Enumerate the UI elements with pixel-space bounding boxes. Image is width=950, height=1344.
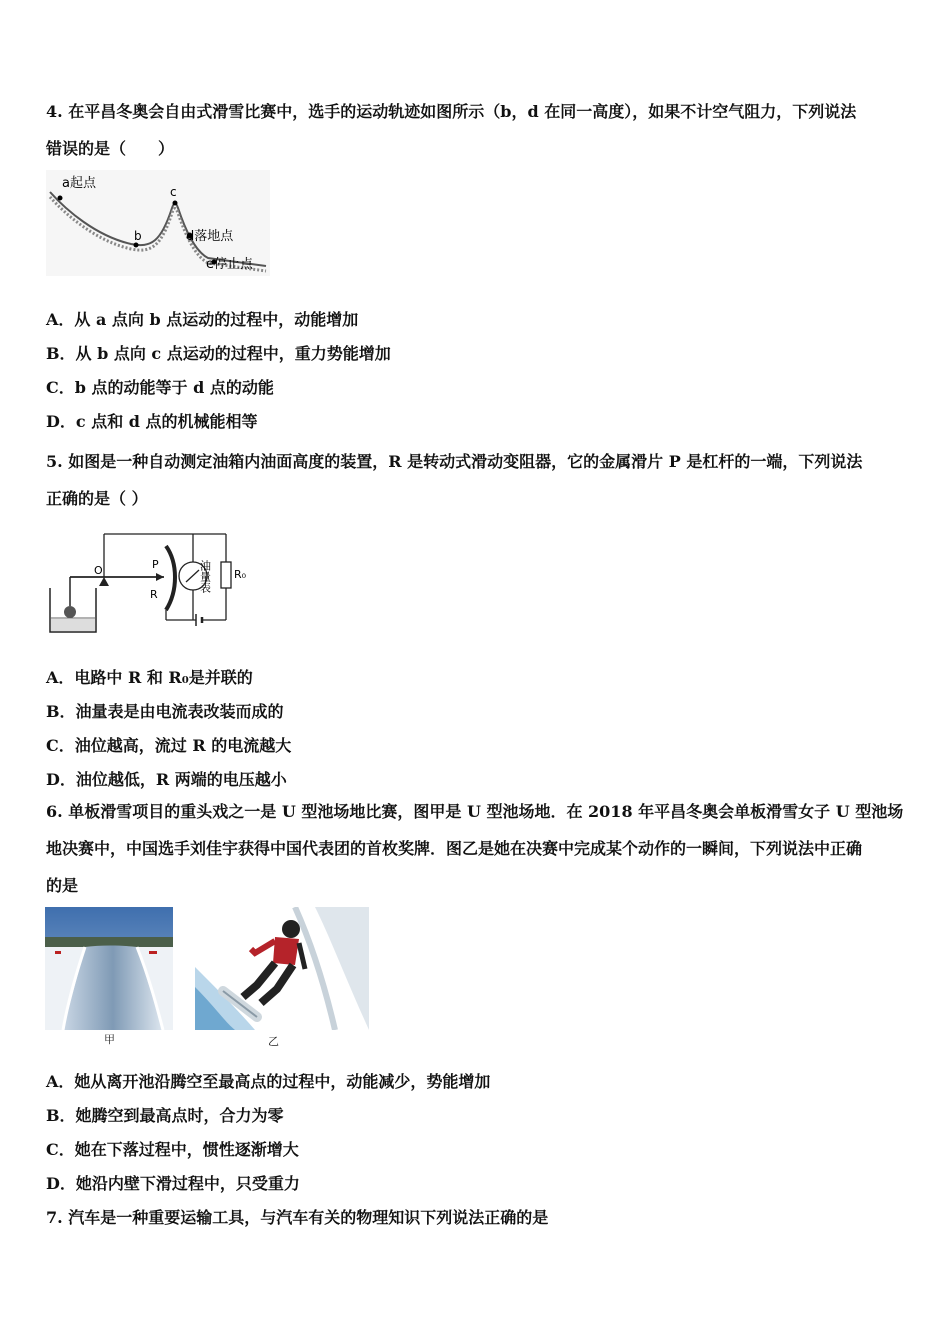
q5-stem-text-2: 正确的是（ ） <box>46 489 148 508</box>
q7-stem-text-1: 汽车是一种重要运输工具，与汽车有关的物理知识下列说法正确的是 <box>68 1208 549 1227</box>
q6-snowboarder-photo <box>195 907 369 1030</box>
q6-option-b-text: 她腾空到最高点时，合力为零 <box>75 1106 284 1125</box>
q5-option-d-letter: D． <box>46 770 76 789</box>
q6-stem-text-3: 的是 <box>46 876 79 895</box>
q5-stem-line-2 <box>46 480 148 517</box>
label-r0: R₀ <box>234 568 247 581</box>
q5-option-c <box>46 733 291 756</box>
q6-stem-line-2 <box>46 830 862 867</box>
q4-ski-trajectory-figure <box>46 170 270 276</box>
label-c: c <box>170 185 177 199</box>
q5-option-b-text: 油量表是由电流表改装而成的 <box>75 702 284 721</box>
resistor-r0 <box>221 562 231 588</box>
q5-stem-text-1: 如图是一种自动测定油箱内油面高度的装置，R 是转动式滑动变阻器，它的金属滑片 P 是杠杆的一端，下列说法 <box>68 452 863 471</box>
q5-option-b-letter: B． <box>46 702 76 721</box>
q6-stem-line-3 <box>46 867 78 904</box>
q6-number: 6. <box>46 802 63 821</box>
q5-option-b <box>46 699 284 722</box>
q4-stem-text-1: 在平昌冬奥会自由式滑雪比赛中，选手的运动轨迹如图所示（b，d 在同一高度），如果不计空气阻力，下列说法 <box>68 102 857 121</box>
caption-yi: 乙 <box>268 1035 279 1048</box>
pivot-o <box>99 577 109 586</box>
point-c-marker <box>173 201 178 206</box>
q5-number: 5. <box>46 452 63 471</box>
q4-option-c-text: b 点的动能等于 d 点的动能 <box>74 378 274 397</box>
q6-option-d <box>46 1171 300 1194</box>
q6-stem-line-1 <box>46 793 903 830</box>
q4-option-d-letter: D． <box>46 412 76 431</box>
q4-stem-line-2 <box>46 130 174 167</box>
q4-option-b-letter: B． <box>46 344 76 363</box>
rider-helmet <box>282 920 300 938</box>
q4-stem-text-2: 错误的是（ ） <box>46 139 175 158</box>
q4-option-d-text: c 点和 d 点的机械能相等 <box>75 412 258 431</box>
label-p: P <box>152 558 159 571</box>
point-a-marker <box>58 196 63 201</box>
q4-option-c-letter: C． <box>46 378 75 397</box>
label-d: d落地点 <box>186 229 234 244</box>
q5-option-a <box>46 665 253 688</box>
q6-option-b-letter: B． <box>46 1106 76 1125</box>
label-a: a起点 <box>62 176 96 191</box>
label-b: b <box>134 229 142 243</box>
q4-option-a <box>46 307 358 330</box>
q4-option-c <box>46 375 274 398</box>
point-b-marker <box>134 243 139 248</box>
q7-stem-line-1 <box>46 1205 548 1228</box>
q4-stem-line-1 <box>46 93 856 130</box>
label-meter: 油量表 <box>198 560 212 593</box>
float-ball <box>64 606 76 618</box>
q6-option-a-letter: A． <box>46 1072 75 1091</box>
q5-stem-line-1 <box>46 443 862 480</box>
q5-option-a-text: 电路中 R 和 R₀是并联的 <box>74 668 253 687</box>
q6-stem-text-2: 地决赛中，中国选手刘佳宇获得中国代表团的首枚奖牌．图乙是她在决赛中完成某个动作的一瞬间，下列说法中正确 <box>46 839 863 858</box>
q4-option-a-text: 从 a 点向 b 点运动的过程中，动能增加 <box>74 310 359 329</box>
q4-option-b <box>46 341 391 364</box>
q5-option-c-text: 油位越高，流过 R 的电流越大 <box>74 736 292 755</box>
q6-halfpipe-photo <box>45 907 173 1030</box>
q6-option-d-text: 她沿内壁下滑过程中，只受重力 <box>75 1174 300 1193</box>
q4-option-d <box>46 409 258 432</box>
q6-option-d-letter: D． <box>46 1174 76 1193</box>
q5-option-c-letter: C． <box>46 736 75 755</box>
q6-option-a-text: 她从离开池沿腾空至最高点的过程中，动能减少，势能增加 <box>74 1072 491 1091</box>
q5-option-a-letter: A． <box>46 668 75 687</box>
variable-resistor <box>166 546 175 610</box>
q6-option-c-letter: C． <box>46 1140 75 1159</box>
q6-stem-text-1: 单板滑雪项目的重头戏之一是 U 型池场地比赛，图甲是 U 型池场地．在 2018 年平昌冬奥会单板滑雪女子 U 型池场 <box>68 802 904 821</box>
q6-option-c-text: 她在下落过程中，惯性逐渐增大 <box>74 1140 299 1159</box>
q6-option-b <box>46 1103 284 1126</box>
q7-number: 7. <box>46 1208 63 1227</box>
q4-option-a-letter: A． <box>46 310 75 329</box>
q5-oil-gauge-circuit-figure <box>46 528 256 638</box>
label-e: e停止点 <box>206 257 253 272</box>
q4-number: 4. <box>46 102 63 121</box>
q6-option-c <box>46 1137 299 1160</box>
q4-option-b-text: 从 b 点向 c 点运动的过程中，重力势能增加 <box>75 344 391 363</box>
label-o: O <box>94 564 103 577</box>
q5-option-d <box>46 767 287 790</box>
q5-option-d-text: 油位越低，R 两端的电压越小 <box>75 770 287 789</box>
label-r: R <box>150 588 158 601</box>
q6-option-a <box>46 1069 490 1092</box>
caption-jia: 甲 <box>104 1033 115 1046</box>
